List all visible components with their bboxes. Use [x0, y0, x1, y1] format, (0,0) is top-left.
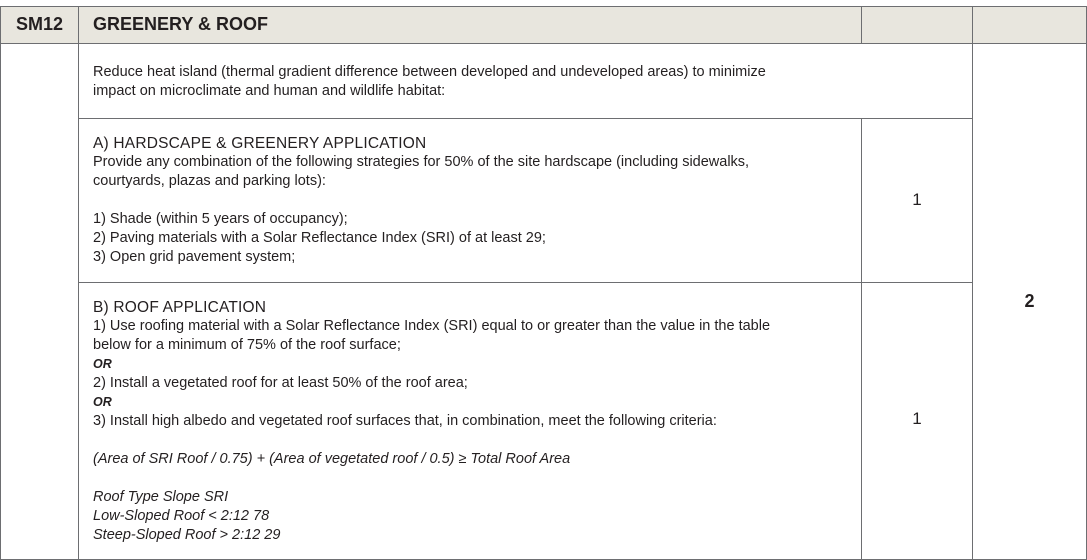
part-a-item: 2) Paving materials with a Solar Reflectance Index (SRI) of at least 29; [93, 230, 546, 246]
part-a-points: 1 [912, 190, 922, 209]
points-column-divider [861, 118, 862, 560]
table-border-left [0, 6, 1, 560]
total-points: 2 [1024, 291, 1035, 311]
section-code: SM12 [15, 14, 64, 34]
or-label: OR [93, 395, 112, 409]
intro-line: impact on microclimate and human and wildlife habitat: [93, 83, 446, 99]
code-column-divider [78, 6, 79, 560]
intro-text [93, 63, 853, 101]
part-a-heading: A) HARDSCAPE & GREENERY APPLICATION [93, 135, 427, 152]
part-a-content [93, 134, 853, 267]
part-b-heading: B) ROOF APPLICATION [93, 299, 267, 316]
roof-table-line: Roof Type Slope SRI [93, 489, 229, 505]
header-border-bottom [0, 43, 1087, 44]
part-b-content [93, 298, 853, 545]
header-divider-1 [861, 6, 862, 43]
part-b-item3: 3) Install high albedo and vegetated roof surfaces that, in combination, meet the following criteria: [93, 413, 717, 429]
part-a-item: 1) Shade (within 5 years of occupancy); [93, 211, 348, 227]
part-a-border-bottom [78, 282, 972, 283]
or-label: OR [93, 357, 112, 371]
intro-border-bottom [78, 118, 972, 119]
sri-formula: (Area of SRI Roof / 0.75) + (Area of vegetated roof / 0.5) ≥ Total Roof Area [93, 451, 571, 467]
part-b-item1-line: 1) Use roofing material with a Solar Reflectance Index (SRI) equal to or greater than the value in the table [93, 318, 771, 334]
part-a-line: courtyards, plazas and parking lots): [93, 173, 326, 189]
part-b-points: 1 [912, 409, 922, 428]
total-column-divider [972, 6, 973, 560]
part-b-item1-line: below for a minimum of 75% of the roof surface; [93, 337, 401, 353]
part-b-item2: 2) Install a vegetated roof for at least 50% of the roof area; [93, 375, 468, 391]
part-a-line: Provide any combination of the following strategies for 50% of the site hardscape (including sidewalks, [93, 154, 750, 170]
part-a-item: 3) Open grid pavement system; [93, 249, 296, 265]
intro-line: Reduce heat island (thermal gradient difference between developed and undeveloped areas) to minimize [93, 64, 766, 80]
section-title: GREENERY & ROOF [93, 14, 269, 34]
roof-table-line: Low-Sloped Roof < 2:12 78 [93, 508, 270, 524]
roof-table-line: Steep-Sloped Roof > 2:12 29 [93, 527, 281, 543]
